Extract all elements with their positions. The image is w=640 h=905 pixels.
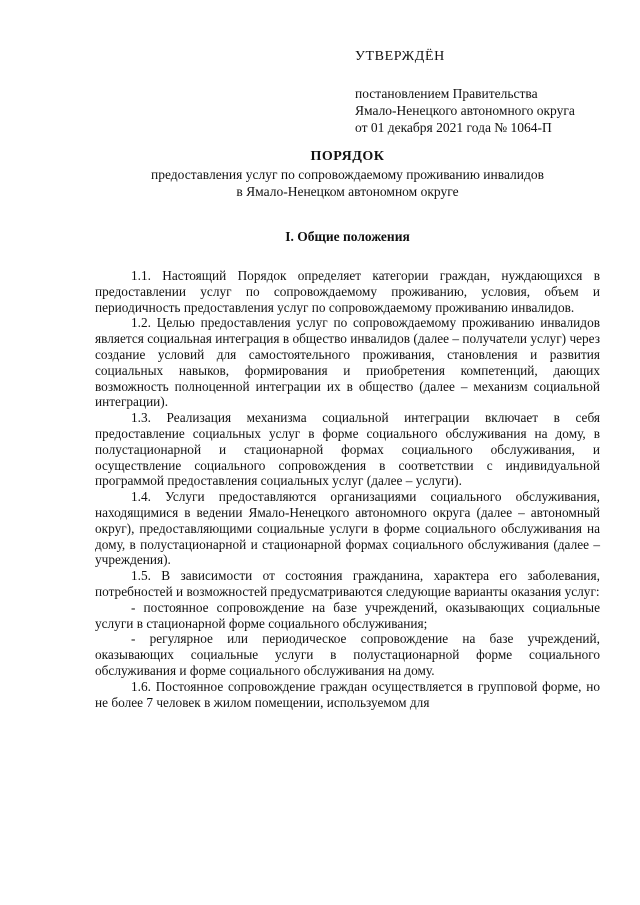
approval-block	[355, 48, 575, 136]
approval-line: постановлением Правительства	[355, 86, 538, 101]
paragraph: 1.4. Услуги предоставляются организациями социального обслуживания, находящимися в ведении Ямало-Ненецкого автономного округа (далее – автономный округ), предоставляющими социальные услуги в форме социального обслуживания на дому, в полустационарной и стационарной формах социального обслуживания (далее – учреждения).	[95, 489, 600, 568]
document-subtitle-line: предоставления услуг по сопровождаемому проживанию инвалидов	[150, 167, 545, 182]
paragraph: 1.1. Настоящий Порядок определяет категории граждан, нуждающихся в предоставлении услуг по сопровождаемому проживанию, условия, объем и периодичность предоставления услуг по сопровождаемому проживанию инвалидов.	[95, 268, 600, 315]
approval-line: Ямало-Ненецкого автономного округа	[355, 103, 575, 118]
paragraph: 1.2. Целью предоставления услуг по сопровождаемому проживанию инвалидов является социальная интеграция в общество инвалидов (далее – получатели услуг) через создание условий для самостоятельного проживания, становления и развития социальных навыков, формирования и приобретения компетенций, дающих возможность полноценной интеграции их в общество (далее – механизм социальной интеграции).	[95, 315, 600, 410]
document-title-block	[95, 148, 600, 200]
document-body	[95, 268, 600, 710]
paragraph: 1.6. Постоянное сопровождение граждан осуществляется в групповой форме, но не более 7 человек в жилом помещении, используемом для	[95, 678, 600, 710]
list-item: - регулярное или периодическое сопровождение на базе учреждений, оказывающих социальные услуги в полустационарной форме социального обслуживания и форме социального обслуживания на дому.	[95, 631, 600, 678]
paragraph: 1.5. В зависимости от состояния гражданина, характера его заболевания, потребностей и возможностей предусматриваются следующие варианты оказания услуг:	[95, 568, 600, 599]
list-item: - постоянное сопровождение на базе учреждений, оказывающих социальные услуги в стационарной форме социального обслуживания;	[95, 599, 600, 631]
document-subtitle-line: в Ямало-Ненецком автономном округе	[236, 184, 459, 199]
approval-stamp: УТВЕРЖДЁН	[355, 49, 445, 64]
section-title: I. Общие положения	[285, 229, 410, 244]
approval-line: от 01 декабря 2021 года № 1064-П	[355, 120, 552, 135]
paragraph: 1.3. Реализация механизма социальной интеграции включает в себя предоставление социальных услуг в форме социального обслуживания на дому, в полустационарной и стационарной формах социального обслуживания, и осуществление социального сопровождения в соответствии с индивидуальной программой предоставления социальных услуг (далее – услуги).	[95, 410, 600, 489]
document-title: ПОРЯДОК	[310, 149, 385, 164]
